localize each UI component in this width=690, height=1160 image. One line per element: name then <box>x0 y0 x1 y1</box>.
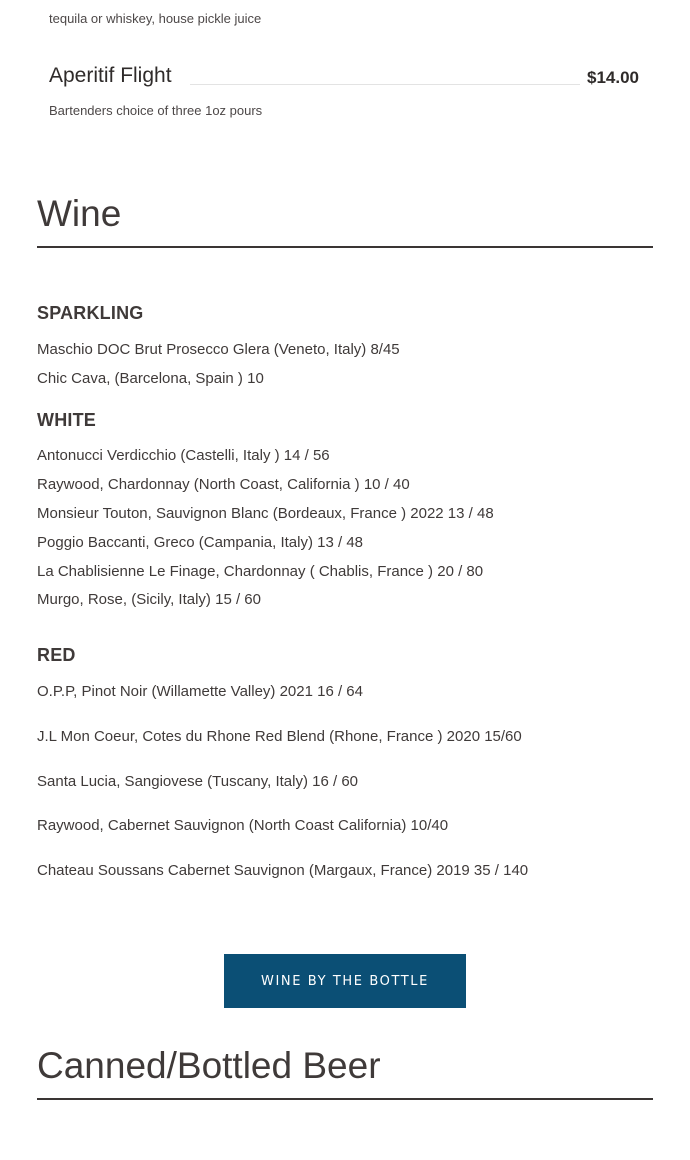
section-title-wine: Wine <box>37 193 122 234</box>
wine-by-the-bottle-button[interactable]: WINE BY THE BOTTLE <box>224 954 466 1008</box>
wine-list-item: Santa Lucia, Sangiovese (Tuscany, Italy) 16 / 60 <box>37 773 359 790</box>
wine-list-item: Maschio DOC Brut Prosecco Glera (Veneto, Italy) 8/45 <box>37 341 400 358</box>
wine-list-item: Raywood, Chardonnay (North Coast, California ) 10 / 40 <box>37 476 410 493</box>
section-divider <box>37 1098 653 1100</box>
wine-list-item: Poggio Baccanti, Greco (Campania, Italy) 13 / 48 <box>37 534 364 551</box>
wine-list-item: O.P.P, Pinot Noir (Willamette Valley) 2021 16 / 64 <box>37 683 363 700</box>
category-heading-sparkling: SPARKLING <box>37 303 144 323</box>
wine-list-item: Raywood, Cabernet Sauvignon (North Coast California) 10/40 <box>37 817 449 834</box>
wine-list-item: Monsieur Touton, Sauvignon Blanc (Bordeaux, France ) 2022 13 / 48 <box>37 505 494 522</box>
wine-list-item: Antonucci Verdicchio (Castelli, Italy ) 14 / 56 <box>37 447 330 464</box>
category-heading-red: RED <box>37 645 76 665</box>
wine-list-item: La Chablisienne Le Finage, Chardonnay ( Chablis, France ) 20 / 80 <box>37 563 484 580</box>
item-description: tequila or whiskey, house pickle juice <box>49 11 262 26</box>
category-heading-white: WHITE <box>37 410 96 430</box>
price-leader-dots <box>190 84 580 85</box>
item-description: Bartenders choice of three 1oz pours <box>49 103 263 118</box>
wine-list-item: Murgo, Rose, (Sicily, Italy) 15 / 60 <box>37 591 261 608</box>
wine-list-item: Chateau Soussans Cabernet Sauvignon (Margaux, France) 2019 35 / 140 <box>37 862 529 879</box>
menu-item-name: Aperitif Flight <box>49 64 172 87</box>
wine-list-item: Chic Cava, (Barcelona, Spain ) 10 <box>37 370 264 387</box>
section-divider <box>37 246 653 248</box>
section-title-beer: Canned/Bottled Beer <box>37 1045 381 1086</box>
menu-item-price: $14.00 <box>587 68 639 87</box>
wine-list-item: J.L Mon Coeur, Cotes du Rhone Red Blend (Rhone, France ) 2020 15/60 <box>37 728 522 745</box>
